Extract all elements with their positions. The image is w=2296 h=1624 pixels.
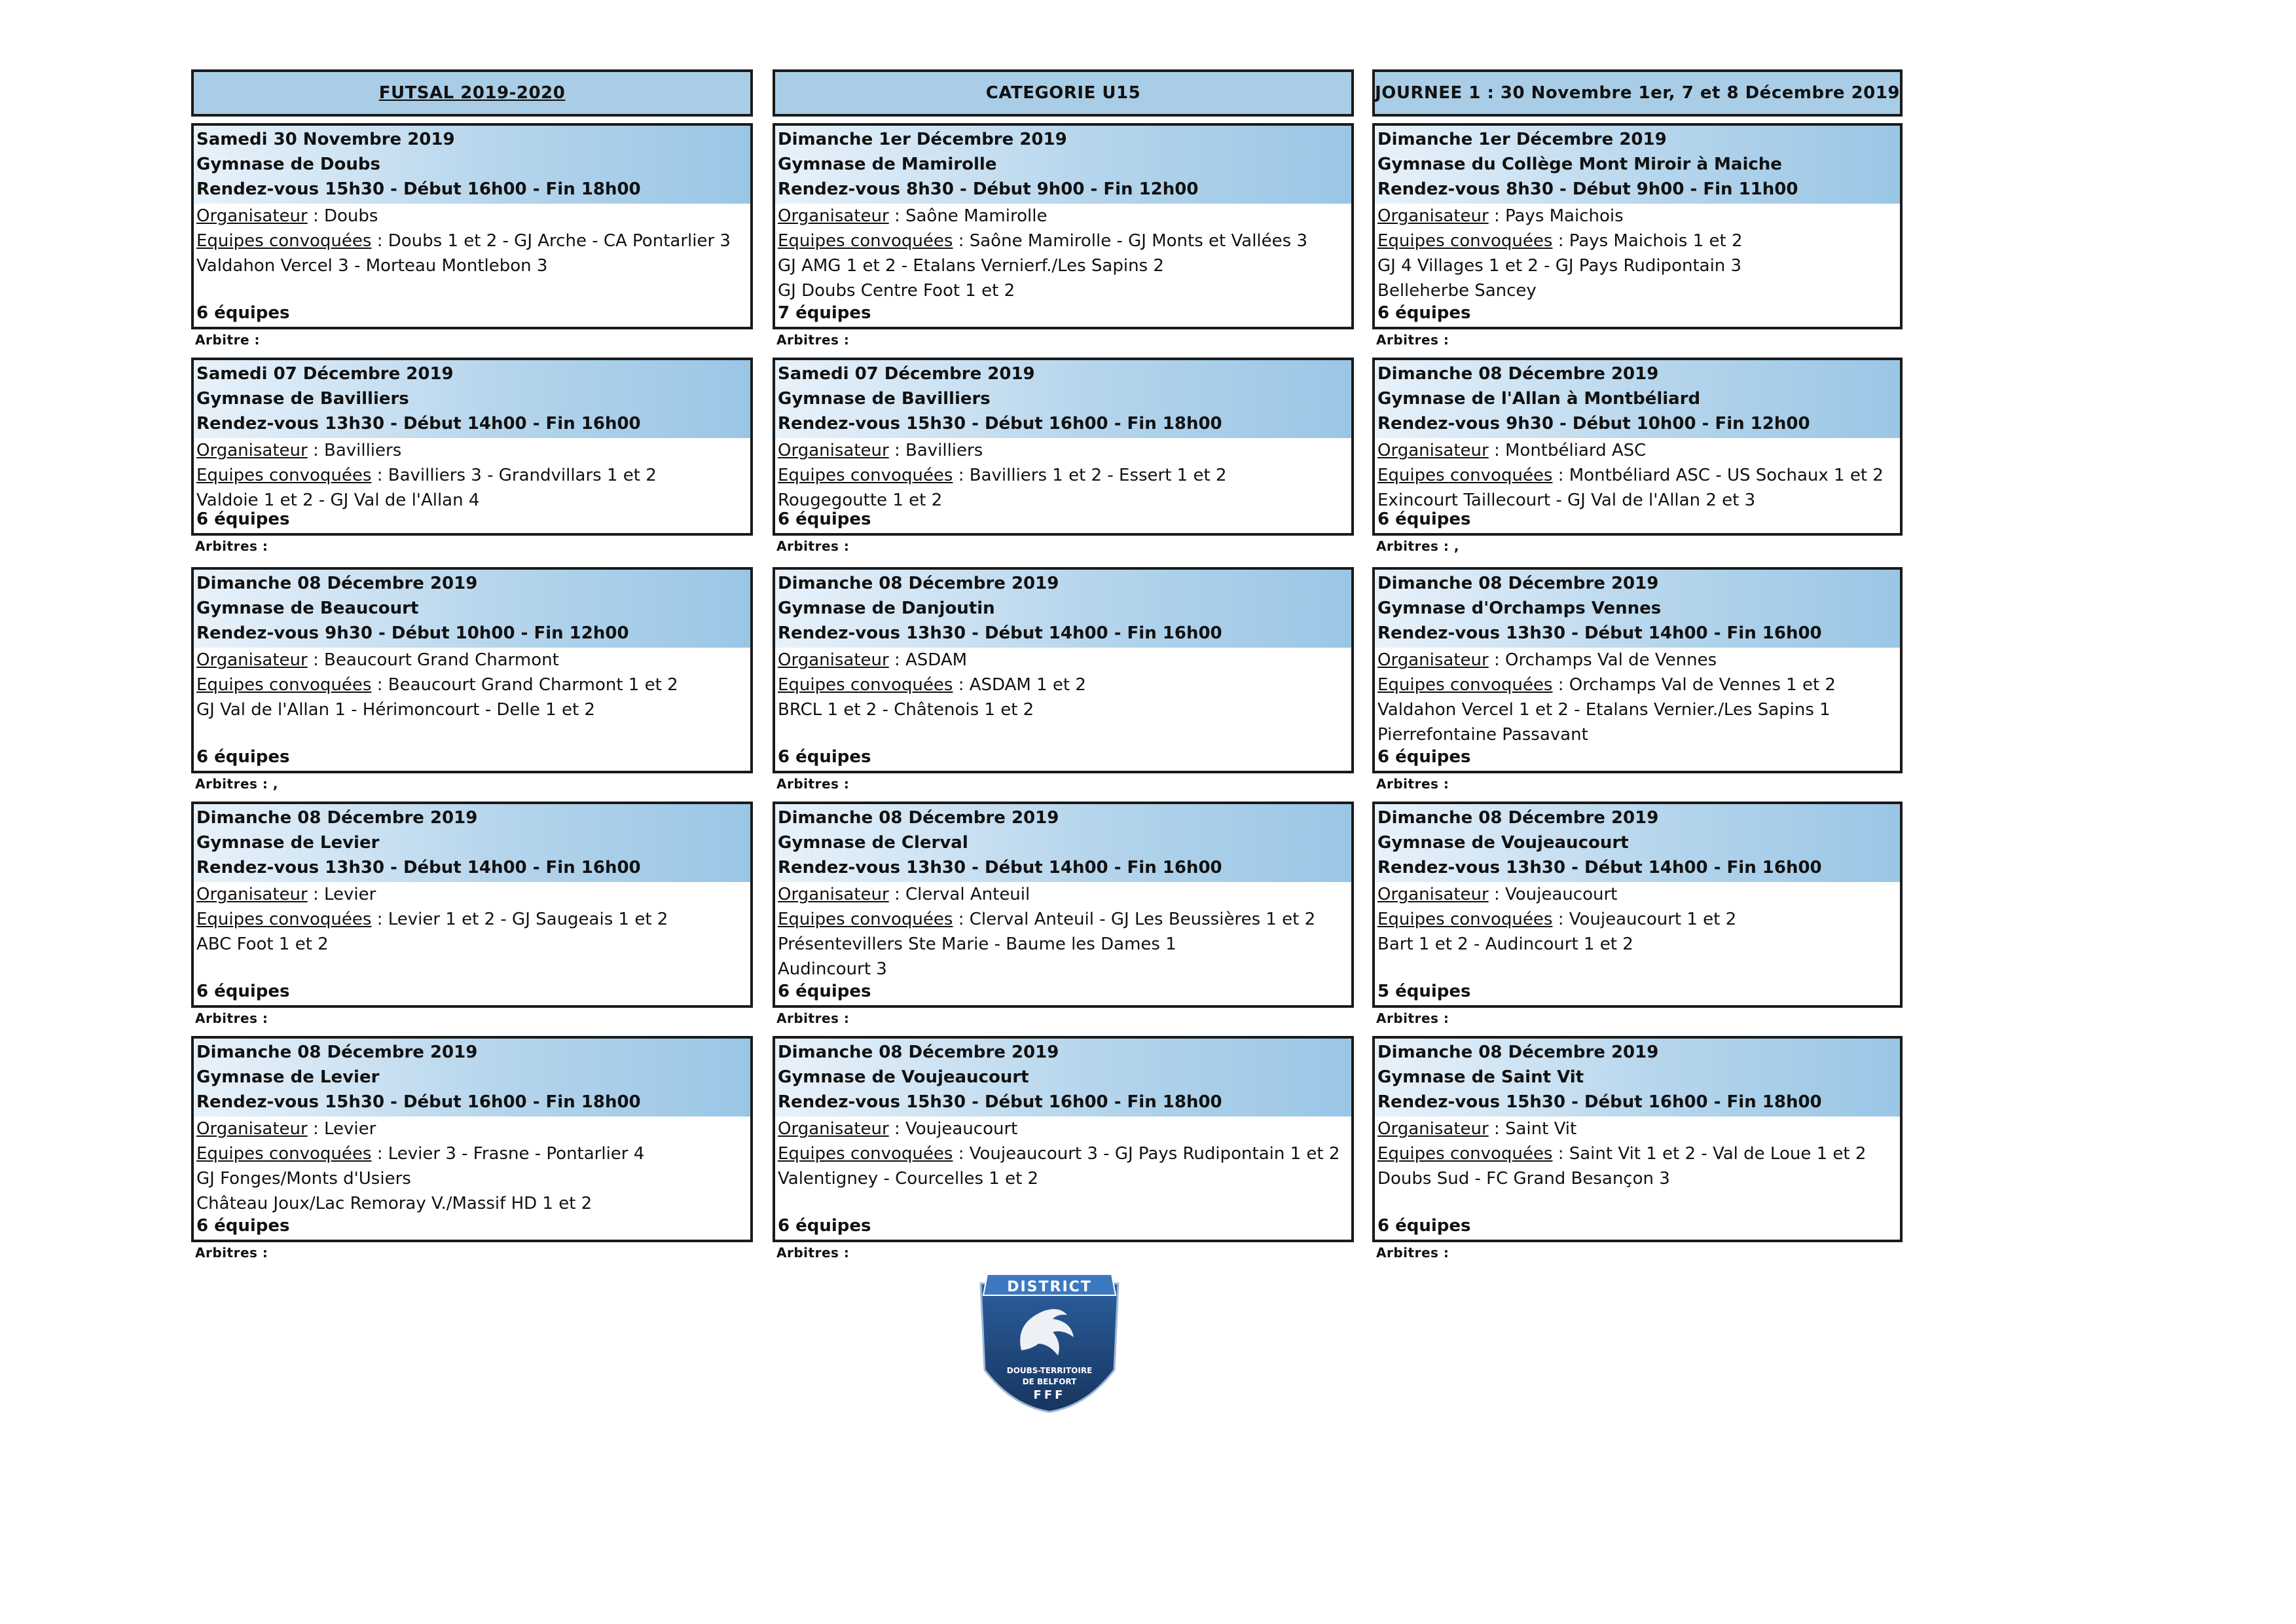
referees-label: Arbitres : — [776, 1245, 850, 1261]
team-count: 6 équipes — [778, 982, 871, 1001]
referees-label: Arbitres : — [195, 1245, 268, 1261]
teams-extra-line: Rougegoutte 1 et 2 — [778, 490, 943, 510]
match-card — [1372, 1036, 1903, 1242]
card-header-band — [1375, 804, 1900, 882]
match-date: Dimanche 08 Décembre 2019 — [196, 1043, 478, 1062]
match-card — [1372, 567, 1903, 773]
teams-label: Equipes convoquées — [1377, 231, 1553, 251]
organizer-separator: : — [307, 885, 324, 904]
match-times: Rendez-vous 13h30 - Début 14h00 - Fin 16h00 — [196, 858, 641, 877]
referees-label: Arbitres : — [195, 1010, 268, 1026]
gymnasium-name: Gymnase de Beaucourt — [196, 599, 419, 618]
match-date: Samedi 07 Décembre 2019 — [778, 364, 1035, 384]
teams-line — [1375, 907, 1900, 932]
organizer-value: Bavilliers — [905, 441, 983, 460]
card-header-band — [1375, 126, 1900, 204]
referees-label: Arbitres : — [1376, 1010, 1449, 1026]
match-times: Rendez-vous 15h30 - Début 16h00 - Fin 18h00 — [778, 414, 1222, 434]
teams-label: Equipes convoquées — [1377, 675, 1553, 695]
gymnasium-name: Gymnase de Bavilliers — [196, 389, 409, 409]
organizer-separator: : — [888, 441, 905, 460]
card-header-band — [194, 1039, 750, 1116]
teams-extra-line: GJ Val de l'Allan 1 - Hérimoncourt - Delle 1 et 2 — [196, 700, 595, 720]
organizer-value: Voujeaucourt — [1504, 885, 1618, 904]
organizer-separator: : — [888, 1119, 905, 1139]
card-header-band — [1375, 1039, 1900, 1116]
teams-label: Equipes convoquées — [196, 910, 372, 929]
organizer-label: Organisateur — [1377, 650, 1489, 670]
referees-label: Arbitres : — [195, 538, 268, 554]
organizer-line — [775, 1116, 1351, 1141]
match-card — [773, 1036, 1354, 1242]
teams-line — [775, 463, 1351, 488]
team-count: 6 équipes — [1377, 303, 1471, 323]
organizer-separator: : — [307, 650, 324, 670]
referees-label: Arbitres : — [776, 1010, 850, 1026]
teams-separator: : — [953, 1144, 970, 1164]
gymnasium-name: Gymnase de Voujeaucourt — [778, 1067, 1029, 1087]
gymnasium-name: Gymnase de Voujeaucourt — [1377, 833, 1629, 853]
organizer-separator: : — [888, 885, 905, 904]
match-card — [773, 802, 1354, 1008]
match-card — [1372, 358, 1903, 536]
logo-line2-text: DE BELFORT — [1022, 1377, 1077, 1386]
match-card — [191, 358, 753, 536]
teams-extra-line: GJ Doubs Centre Foot 1 et 2 — [778, 281, 1015, 301]
teams-label: Equipes convoquées — [196, 231, 372, 251]
organizer-label: Organisateur — [196, 885, 308, 904]
teams-separator: : — [953, 466, 970, 485]
teams-extra-line: Valdahon Vercel 1 et 2 - Etalans Vernier./Les Sapins 1 — [1377, 700, 1831, 720]
organizer-label: Organisateur — [778, 1119, 889, 1139]
card-header-band — [775, 126, 1351, 204]
teams-line — [194, 673, 750, 697]
organizer-line — [1375, 204, 1900, 229]
card-header-band — [194, 126, 750, 204]
match-card — [1372, 123, 1903, 329]
organizer-value: Pays Maichois — [1504, 206, 1624, 226]
teams-label: Equipes convoquées — [778, 466, 953, 485]
match-date: Dimanche 08 Décembre 2019 — [1377, 364, 1659, 384]
referees-label: Arbitres : , — [1376, 538, 1459, 554]
organizer-line — [1375, 438, 1900, 463]
team-count: 6 équipes — [778, 1216, 871, 1236]
match-times: Rendez-vous 15h30 - Début 16h00 - Fin 18h00 — [196, 179, 641, 199]
teams-line — [194, 1141, 750, 1166]
teams-extra-line: BRCL 1 et 2 - Châtenois 1 et 2 — [778, 700, 1034, 720]
organizer-separator: : — [307, 1119, 324, 1139]
organizer-separator: : — [888, 206, 905, 226]
match-date: Dimanche 08 Décembre 2019 — [196, 808, 478, 828]
teams-value: Voujeaucourt 1 et 2 — [1569, 910, 1737, 929]
referees-label: Arbitres : — [776, 538, 850, 554]
teams-extra-line: GJ AMG 1 et 2 - Etalans Vernierf./Les Sapins 2 — [778, 256, 1164, 276]
teams-label: Equipes convoquées — [1377, 466, 1553, 485]
organizer-value: Clerval Anteuil — [905, 885, 1030, 904]
organizer-separator: : — [307, 206, 324, 226]
organizer-label: Organisateur — [778, 441, 889, 460]
teams-label: Equipes convoquées — [1377, 1144, 1553, 1164]
header-categorie — [773, 69, 1354, 117]
match-times: Rendez-vous 13h30 - Début 14h00 - Fin 16h00 — [196, 414, 641, 434]
match-date: Dimanche 08 Décembre 2019 — [1377, 1043, 1659, 1062]
match-card — [773, 358, 1354, 536]
gymnasium-name: Gymnase de Clerval — [778, 833, 968, 853]
card-header-band — [775, 360, 1351, 438]
organizer-line — [775, 648, 1351, 673]
referees-label: Arbitres : — [1376, 1245, 1449, 1261]
match-times: Rendez-vous 8h30 - Début 9h00 - Fin 12h00 — [778, 179, 1199, 199]
teams-value: Levier 3 - Frasne - Pontarlier 4 — [388, 1144, 645, 1164]
organizer-label: Organisateur — [778, 885, 889, 904]
match-times: Rendez-vous 15h30 - Début 16h00 - Fin 18h00 — [778, 1092, 1222, 1112]
match-date: Dimanche 08 Décembre 2019 — [1377, 808, 1659, 828]
teams-line — [1375, 673, 1900, 697]
gymnasium-name: Gymnase du Collège Mont Miroir à Maiche — [1377, 155, 1782, 174]
teams-line — [194, 229, 750, 253]
teams-separator: : — [953, 231, 970, 251]
card-header-band — [194, 360, 750, 438]
gymnasium-name: Gymnase de Bavilliers — [778, 389, 991, 409]
match-times: Rendez-vous 15h30 - Début 16h00 - Fin 18h00 — [196, 1092, 641, 1112]
gymnasium-name: Gymnase de Levier — [196, 1067, 380, 1087]
card-header-band — [775, 1039, 1351, 1116]
organizer-value: Saint Vit — [1504, 1119, 1577, 1139]
teams-label: Equipes convoquées — [778, 675, 953, 695]
organizer-value: Levier — [323, 1119, 376, 1139]
organizer-line — [775, 204, 1351, 229]
organizer-label: Organisateur — [1377, 441, 1489, 460]
organizer-value: Bavilliers — [323, 441, 402, 460]
teams-separator: : — [1552, 1144, 1569, 1164]
teams-extra-line: Valdahon Vercel 3 - Morteau Montlebon 3 — [196, 256, 548, 276]
teams-value: Doubs 1 et 2 - GJ Arche - CA Pontarlier 3 — [388, 231, 731, 251]
match-card — [773, 123, 1354, 329]
organizer-value: Voujeaucourt — [905, 1119, 1018, 1139]
team-count: 6 équipes — [1377, 509, 1471, 529]
organizer-separator: : — [888, 650, 905, 670]
gymnasium-name: Gymnase de l'Allan à Montbéliard — [1377, 389, 1701, 409]
teams-value: Montbéliard ASC - US Sochaux 1 et 2 — [1569, 466, 1884, 485]
match-times: Rendez-vous 13h30 - Début 14h00 - Fin 16h00 — [1377, 623, 1822, 643]
header-categorie-text: CATEGORIE U15 — [985, 83, 1141, 103]
header-futsal-text: FUTSAL 2019-2020 — [378, 83, 566, 103]
teams-separator: : — [1552, 466, 1569, 485]
referees-label: Arbitres : — [776, 776, 850, 792]
teams-label: Equipes convoquées — [1377, 910, 1553, 929]
team-count: 7 équipes — [778, 303, 871, 323]
organizer-value: Saône Mamirolle — [905, 206, 1048, 226]
team-count: 6 équipes — [778, 509, 871, 529]
match-times: Rendez-vous 15h30 - Début 16h00 - Fin 18h00 — [1377, 1092, 1822, 1112]
organizer-separator: : — [1488, 441, 1505, 460]
teams-extra-line: Exincourt Taillecourt - GJ Val de l'Allan 2 et 3 — [1377, 490, 1756, 510]
match-card — [191, 123, 753, 329]
teams-extra-line: Château Joux/Lac Remoray V./Massif HD 1 et 2 — [196, 1194, 592, 1213]
teams-value: Saône Mamirolle - GJ Monts et Vallées 3 — [969, 231, 1307, 251]
organizer-line — [194, 438, 750, 463]
teams-extra-line: Bart 1 et 2 - Audincourt 1 et 2 — [1377, 934, 1633, 954]
team-count: 6 équipes — [778, 747, 871, 767]
teams-value: Clerval Anteuil - GJ Les Beussières 1 et 2 — [969, 910, 1316, 929]
gymnasium-name: Gymnase d'Orchamps Vennes — [1377, 599, 1662, 618]
gymnasium-name: Gymnase de Danjoutin — [778, 599, 995, 618]
teams-separator: : — [371, 466, 388, 485]
gymnasium-name: Gymnase de Levier — [196, 833, 380, 853]
team-count: 6 équipes — [196, 982, 290, 1001]
team-count: 6 équipes — [196, 509, 290, 529]
card-header-band — [194, 804, 750, 882]
organizer-separator: : — [1488, 1119, 1505, 1139]
teams-label: Equipes convoquées — [778, 1144, 953, 1164]
teams-value: ASDAM 1 et 2 — [969, 675, 1086, 695]
card-header-band — [194, 570, 750, 648]
match-card — [773, 567, 1354, 773]
match-date: Samedi 07 Décembre 2019 — [196, 364, 454, 384]
organizer-separator: : — [1488, 650, 1505, 670]
organizer-line — [1375, 882, 1900, 907]
teams-value: Beaucourt Grand Charmont 1 et 2 — [388, 675, 678, 695]
referees-label: Arbitres : — [1376, 776, 1449, 792]
match-times: Rendez-vous 13h30 - Début 14h00 - Fin 16h00 — [778, 858, 1222, 877]
organizer-separator: : — [1488, 206, 1505, 226]
teams-extra-line: Doubs Sud - FC Grand Besançon 3 — [1377, 1169, 1670, 1189]
teams-separator: : — [371, 231, 388, 251]
team-count: 5 équipes — [1377, 982, 1471, 1001]
team-count: 6 équipes — [196, 303, 290, 323]
organizer-line — [775, 438, 1351, 463]
teams-line — [1375, 1141, 1900, 1166]
teams-line — [775, 1141, 1351, 1166]
match-date: Dimanche 08 Décembre 2019 — [1377, 574, 1659, 593]
match-card — [191, 1036, 753, 1242]
teams-value: Saint Vit 1 et 2 - Val de Loue 1 et 2 — [1569, 1144, 1867, 1164]
match-times: Rendez-vous 9h30 - Début 10h00 - Fin 12h00 — [196, 623, 629, 643]
organizer-separator: : — [307, 441, 324, 460]
teams-value: Levier 1 et 2 - GJ Saugeais 1 et 2 — [388, 910, 668, 929]
teams-separator: : — [371, 1144, 388, 1164]
teams-extra-line: Pierrefontaine Passavant — [1377, 725, 1588, 745]
organizer-value: Beaucourt Grand Charmont — [323, 650, 559, 670]
gymnasium-name: Gymnase de Mamirolle — [778, 155, 997, 174]
match-date: Dimanche 08 Décembre 2019 — [778, 574, 1059, 593]
teams-separator: : — [371, 910, 388, 929]
match-card — [191, 567, 753, 773]
teams-extra-line: Audincourt 3 — [778, 959, 887, 979]
gymnasium-name: Gymnase de Saint Vit — [1377, 1067, 1584, 1087]
referees-label: Arbitres : — [776, 332, 850, 348]
organizer-line — [1375, 1116, 1900, 1141]
teams-label: Equipes convoquées — [196, 466, 372, 485]
organizer-line — [194, 204, 750, 229]
card-header-band — [775, 570, 1351, 648]
team-count: 6 équipes — [196, 747, 290, 767]
teams-separator: : — [371, 675, 388, 695]
match-times: Rendez-vous 9h30 - Début 10h00 - Fin 12h00 — [1377, 414, 1810, 434]
organizer-separator: : — [1488, 885, 1505, 904]
teams-label: Equipes convoquées — [778, 231, 953, 251]
team-count: 6 équipes — [1377, 747, 1471, 767]
teams-line — [194, 463, 750, 488]
teams-label: Equipes convoquées — [196, 675, 372, 695]
teams-separator: : — [1552, 675, 1569, 695]
teams-separator: : — [1552, 910, 1569, 929]
teams-separator: : — [1552, 231, 1569, 251]
organizer-value: Levier — [323, 885, 376, 904]
organizer-label: Organisateur — [196, 441, 308, 460]
header-futsal — [191, 69, 753, 117]
teams-extra-line: Valdoie 1 et 2 - GJ Val de l'Allan 4 — [196, 490, 480, 510]
teams-line — [775, 229, 1351, 253]
teams-extra-line: Belleherbe Sancey — [1377, 281, 1537, 301]
header-journee-text: JOURNEE 1 : 30 Novembre 1er, 7 et 8 Décembre 2019 — [1375, 83, 1900, 103]
match-times: Rendez-vous 13h30 - Début 14h00 - Fin 16h00 — [778, 623, 1222, 643]
teams-extra-line: ABC Foot 1 et 2 — [196, 934, 329, 954]
match-times: Rendez-vous 13h30 - Début 14h00 - Fin 16h00 — [1377, 858, 1822, 877]
card-header-band — [1375, 360, 1900, 438]
teams-extra-line: GJ Fonges/Monts d'Usiers — [196, 1169, 411, 1189]
match-date: Dimanche 08 Décembre 2019 — [778, 1043, 1059, 1062]
teams-label: Equipes convoquées — [196, 1144, 372, 1164]
match-date: Samedi 30 Novembre 2019 — [196, 130, 455, 149]
logo-district-text: DISTRICT — [1007, 1279, 1092, 1295]
teams-value: Pays Maichois 1 et 2 — [1569, 231, 1743, 251]
gymnasium-name: Gymnase de Doubs — [196, 155, 380, 174]
referees-label: Arbitres : — [1376, 332, 1449, 348]
header-journee — [1372, 69, 1903, 117]
teams-extra-line: GJ 4 Villages 1 et 2 - GJ Pays Rudipontain 3 — [1377, 256, 1742, 276]
match-date: Dimanche 08 Décembre 2019 — [778, 808, 1059, 828]
teams-value: Bavilliers 3 - Grandvillars 1 et 2 — [388, 466, 657, 485]
team-count: 6 équipes — [1377, 1216, 1471, 1236]
organizer-line — [775, 882, 1351, 907]
organizer-line — [194, 882, 750, 907]
organizer-label: Organisateur — [196, 206, 308, 226]
teams-line — [775, 907, 1351, 932]
referees-label: Arbitre : — [195, 332, 260, 348]
match-times: Rendez-vous 8h30 - Début 9h00 - Fin 11h00 — [1377, 179, 1798, 199]
logo-line1-text: DOUBS-TERRITOIRE — [1006, 1366, 1093, 1375]
organizer-label: Organisateur — [1377, 206, 1489, 226]
teams-line — [194, 907, 750, 932]
organizer-label: Organisateur — [196, 1119, 308, 1139]
organizer-label: Organisateur — [1377, 885, 1489, 904]
card-header-band — [775, 804, 1351, 882]
organizer-label: Organisateur — [778, 206, 889, 226]
organizer-label: Organisateur — [196, 650, 308, 670]
organizer-value: Orchamps Val de Vennes — [1504, 650, 1717, 670]
teams-line — [1375, 229, 1900, 253]
teams-separator: : — [953, 910, 970, 929]
organizer-label: Organisateur — [1377, 1119, 1489, 1139]
organizer-line — [194, 648, 750, 673]
teams-extra-line: Présentevillers Ste Marie - Baume les Dames 1 — [778, 934, 1176, 954]
teams-separator: : — [953, 675, 970, 695]
match-date: Dimanche 08 Décembre 2019 — [196, 574, 478, 593]
match-card — [191, 802, 753, 1008]
match-date: Dimanche 1er Décembre 2019 — [778, 130, 1067, 149]
district-logo — [975, 1272, 1123, 1413]
organizer-value: Doubs — [323, 206, 378, 226]
organizer-line — [1375, 648, 1900, 673]
teams-value: Bavilliers 1 et 2 - Essert 1 et 2 — [969, 466, 1227, 485]
organizer-line — [194, 1116, 750, 1141]
teams-line — [1375, 463, 1900, 488]
organizer-value: Montbéliard ASC — [1504, 441, 1647, 460]
teams-label: Equipes convoquées — [778, 910, 953, 929]
teams-value: Orchamps Val de Vennes 1 et 2 — [1569, 675, 1836, 695]
team-count: 6 équipes — [196, 1216, 290, 1236]
match-date: Dimanche 1er Décembre 2019 — [1377, 130, 1667, 149]
teams-extra-line: Valentigney - Courcelles 1 et 2 — [778, 1169, 1039, 1189]
match-card — [1372, 802, 1903, 1008]
teams-line — [775, 673, 1351, 697]
organizer-value: ASDAM — [905, 650, 968, 670]
logo-fff-text: FFF — [1033, 1388, 1066, 1402]
card-header-band — [1375, 570, 1900, 648]
referees-label: Arbitres : , — [195, 776, 278, 792]
organizer-label: Organisateur — [778, 650, 889, 670]
teams-value: Voujeaucourt 3 - GJ Pays Rudipontain 1 et 2 — [969, 1144, 1340, 1164]
